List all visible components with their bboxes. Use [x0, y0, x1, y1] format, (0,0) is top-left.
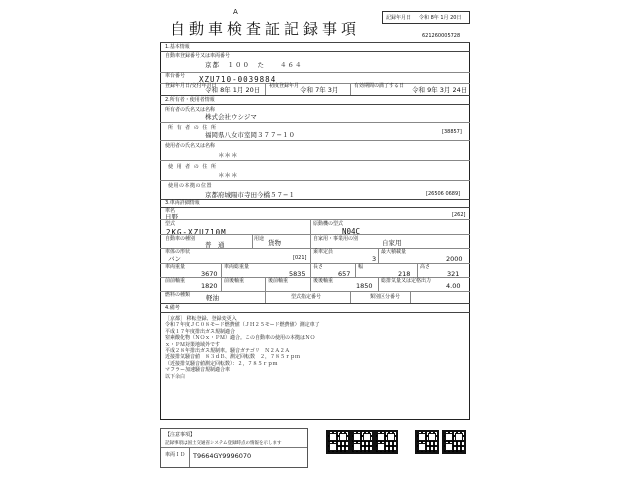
- length-value: 657: [338, 270, 351, 278]
- document-number: 621260005728: [422, 33, 461, 39]
- engine-label: 原動機の型式: [313, 221, 344, 227]
- front-front-axle-label: 前前軸重: [165, 278, 186, 284]
- user-address-label: 使 用 者 の 住 所: [168, 164, 217, 170]
- header-mark: A: [233, 8, 238, 16]
- rear-rear-axle-value: 1850: [356, 282, 373, 290]
- width-label: 幅: [358, 264, 364, 270]
- max-load-label: 最大積載量: [381, 249, 407, 255]
- height-value: 321: [447, 270, 460, 278]
- vehicle-kind-label: 自動車の種別: [165, 236, 196, 242]
- qr-code-5: [442, 430, 466, 454]
- remark-line: 令和７年度ＪＣ０８モード燃費値（ＪＨ２５モード燃費値）測定車了: [165, 322, 320, 329]
- engine-value: N04C: [342, 227, 361, 236]
- front-rear-axle-label: 前後軸重: [224, 278, 245, 284]
- owner-address-label: 所 有 者 の 住 所: [168, 125, 217, 131]
- model-designation-label: 型式指定番号: [291, 294, 322, 300]
- record-date-label: 記録年月日: [386, 15, 412, 21]
- section-vehicle-title: 3.車両詳細情報: [165, 200, 200, 206]
- base-location-value: 京都府城陽市寺田今橋５７−１: [205, 191, 295, 199]
- remark-line: 窒素酸化物（ＮＯｘ・ＰＭ）適合。この自動車の使用の本拠はＮＯ: [165, 335, 316, 342]
- body-shape-value: バン: [168, 255, 181, 263]
- maker-value: 日野: [165, 213, 178, 221]
- weight-label: 車両重量: [165, 264, 186, 270]
- fuel-value: 軽油: [206, 294, 219, 302]
- section-remarks-title: 4.備考: [165, 305, 180, 311]
- business-value: 自家用: [382, 239, 402, 247]
- document-title: 自動車検査証記録事項: [170, 20, 361, 38]
- remark-line: 以下余白: [165, 373, 186, 380]
- remark-line: 近接排気騒音値 ８３ｄＢ、測定回転数 ２，７８５ｒｐｍ: [165, 354, 301, 361]
- qr-code-2: [350, 430, 374, 454]
- remark-line: 平成１７年度排出ガス規制適合: [165, 328, 236, 335]
- owner-name-label: 所有者の氏名又は名称: [165, 107, 216, 113]
- fuel-label: 燃料の種類: [165, 292, 191, 298]
- displacement-label: 総排気量又は定格出力: [381, 278, 432, 284]
- qr-code-4: [415, 430, 439, 454]
- user-name-label: 使用者の氏名又は名称: [165, 143, 216, 149]
- category-label: 類別区分番号: [370, 294, 401, 300]
- user-address-value: ＊＊＊: [218, 171, 238, 179]
- first-registration-value: 令和 7年 3月: [300, 86, 339, 94]
- remark-line: 平成２８年排出ガス規制車。騒音ガテゴリ Ｎ２Ａ２Ａ: [165, 348, 290, 355]
- registration-date-label: 登録年月日/交付年月日: [165, 83, 217, 89]
- remark-line: マフラー加速騒音規制適合車: [165, 367, 231, 374]
- vehicle-kind-value: 普 通: [205, 241, 225, 249]
- first-registration-label: 初度登録年月: [269, 83, 300, 89]
- vin-value: XZU710-0039884: [199, 75, 277, 84]
- maker-code: [262]: [452, 212, 466, 218]
- business-label: 自家用・事業用の別: [313, 236, 359, 242]
- rear-rear-axle-label: 後後軸重: [313, 278, 334, 284]
- registration-number-label: 自動車登録番号又は車両番号: [165, 53, 231, 59]
- front-front-axle-value: 1820: [201, 282, 218, 290]
- base-location-code: [26506 0689]: [426, 191, 461, 197]
- gross-weight-value: 5835: [289, 270, 306, 278]
- max-load-value: 2000: [446, 255, 463, 263]
- remark-line: （近接排気騒音値測定回転数）：２，７８５ｒｐｍ: [165, 360, 278, 367]
- remark-line: ｘ・ＰＭ対策地域外です: [165, 341, 221, 348]
- owner-address-value: 福岡県八女市室岡３７７−１０: [205, 131, 295, 139]
- record-date-value: 令和 8年 1月 20日: [419, 15, 462, 21]
- owner-name-value: 株式会社ウシジマ: [205, 113, 257, 121]
- vin-label: 車台番号: [165, 73, 186, 79]
- weight-value: 3670: [201, 270, 218, 278]
- use-value: 貨物: [268, 239, 281, 247]
- gross-weight-label: 車両総重量: [224, 264, 250, 270]
- section-owner-title: 2.所有者・使用者情報: [165, 97, 215, 103]
- vehicle-id-label: 車両ＩＤ: [165, 452, 186, 458]
- registration-number-value: 京都 １００ た ４６４: [205, 61, 303, 69]
- height-label: 高さ: [420, 264, 431, 270]
- vehicle-id-value: T9664GY9996070: [193, 452, 252, 460]
- notes-box: [160, 428, 308, 468]
- remarks-list: [165, 316, 465, 380]
- expiry-value: 令和 9年 3月 24日: [412, 86, 468, 94]
- notes-text: 記録事項は国土交通省システム登録時点の情報を示します: [165, 441, 282, 446]
- model-label: 型式: [165, 221, 176, 227]
- record-date-box: [382, 11, 470, 24]
- maker-label: 車名: [165, 208, 176, 214]
- owner-address-code: [38857]: [442, 129, 462, 135]
- section-basic-title: 1.基本情報: [165, 44, 190, 50]
- rear-front-axle-label: 後前軸重: [268, 278, 289, 284]
- body-shape-code: [021]: [293, 255, 307, 261]
- qr-code-1: [326, 430, 350, 454]
- notes-label: 【注意事項】: [165, 432, 196, 438]
- displacement-value: 4.00: [446, 282, 461, 290]
- use-label: 用途: [254, 236, 265, 242]
- registration-date-value: 令和 8年 1月 20日: [205, 86, 261, 94]
- capacity-label: 乗車定員: [313, 249, 334, 255]
- qr-code-3: [374, 430, 398, 454]
- user-name-value: ＊＊＊: [218, 151, 238, 159]
- model-value: 2KG-XZU710M: [166, 228, 227, 237]
- body-shape-label: 車体の形状: [165, 249, 191, 255]
- length-label: 長さ: [313, 264, 324, 270]
- expiry-label: 有効期間の満了する日: [354, 83, 405, 89]
- base-location-label: 使用の本拠の位置: [168, 183, 213, 189]
- width-value: 218: [398, 270, 411, 278]
- remark-line: ［京都］ 移転登録、登録変更入: [165, 316, 237, 322]
- capacity-value: 3: [372, 255, 377, 263]
